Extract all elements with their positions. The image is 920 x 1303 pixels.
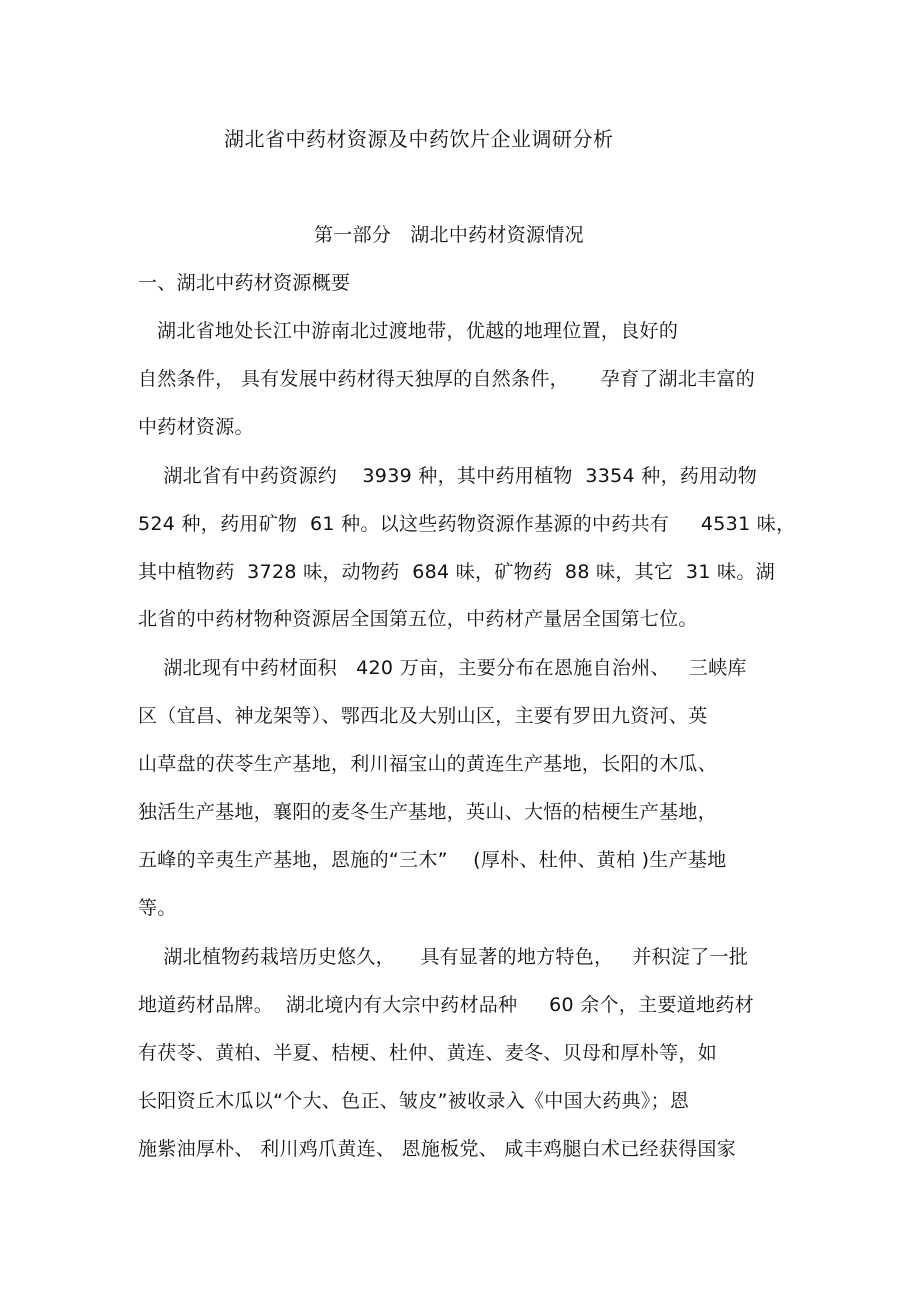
paragraph-1-line-3: 中药材资源。 — [138, 416, 254, 438]
paragraph-2-line-1: 湖北省有中药资源约 3939 种，其中药用植物 3354 种，药用动物 — [138, 465, 758, 487]
paragraph-3-line-1: 湖北现有中药材面积 420 万亩，主要分布在恩施自治州、 三峡库 — [138, 657, 747, 679]
paragraph-4-line-4: 长阳资丘木瓜以“个大、色正、皱皮”被收录入《中国大药典》；恩 — [138, 1090, 690, 1112]
paragraph-3-line-6: 等。 — [138, 897, 177, 919]
paragraph-4-line-1: 湖北植物药栽培历史悠久， 具有显著的地方特色， 并积淀了一批 — [138, 946, 749, 968]
section-title: 一、湖北中药材资源概要 — [138, 272, 351, 294]
paragraph-3-line-5: 五峰的辛夷生产基地，恩施的“三木” (厚朴、杜仲、黄柏 )生产基地 — [138, 849, 727, 871]
paragraph-2-line-4: 北省的中药材物种资源居全国第五位，中药材产量居全国第七位。 — [138, 608, 698, 630]
paragraph-4-line-3: 有茯苓、黄柏、半夏、桔梗、杜仲、黄连、麦冬、贝母和厚朴等，如 — [138, 1042, 718, 1064]
paragraph-4-line-2: 地道药材品牌。 湖北境内有大宗中药材品种 60 余个，主要道地药材 — [138, 994, 754, 1016]
part-title: 第一部分 湖北中药材资源情况 — [314, 224, 584, 246]
paragraph-4-line-5: 施紫油厚朴、 利川鸡爪黄连、 恩施板党、 咸丰鸡腿白术已经获得国家 — [138, 1138, 737, 1160]
paragraph-1-line-2: 自然条件， 具有发展中药材得天独厚的自然条件， 孕育了湖北丰富的 — [138, 368, 756, 390]
paragraph-1-line-1: 湖北省地处长江中游南北过渡地带，优越的地理位置，良好的 — [138, 320, 679, 342]
document-title: 湖北省中药材资源及中药饮片企业调研分析 — [224, 127, 614, 151]
paragraph-3-line-4: 独活生产基地，襄阳的麦冬生产基地，英山、大悟的桔梗生产基地， — [138, 801, 718, 823]
paragraph-2-line-2: 524 种，药用矿物 61 种。以这些药物资源作基源的中药共有 4531 味， — [138, 513, 796, 535]
paragraph-3-line-2: 区（宜昌、神龙架等）、鄂西北及大别山区，主要有罗田九资河、英 — [138, 705, 708, 727]
paragraph-3-line-3: 山草盘的茯苓生产基地，利川福宝山的黄连生产基地，长阳的木瓜、 — [138, 753, 718, 775]
paragraph-2-line-3: 其中植物药 3728 味，动物药 684 味，矿物药 88 味，其它 31 味。湖 — [138, 561, 775, 583]
